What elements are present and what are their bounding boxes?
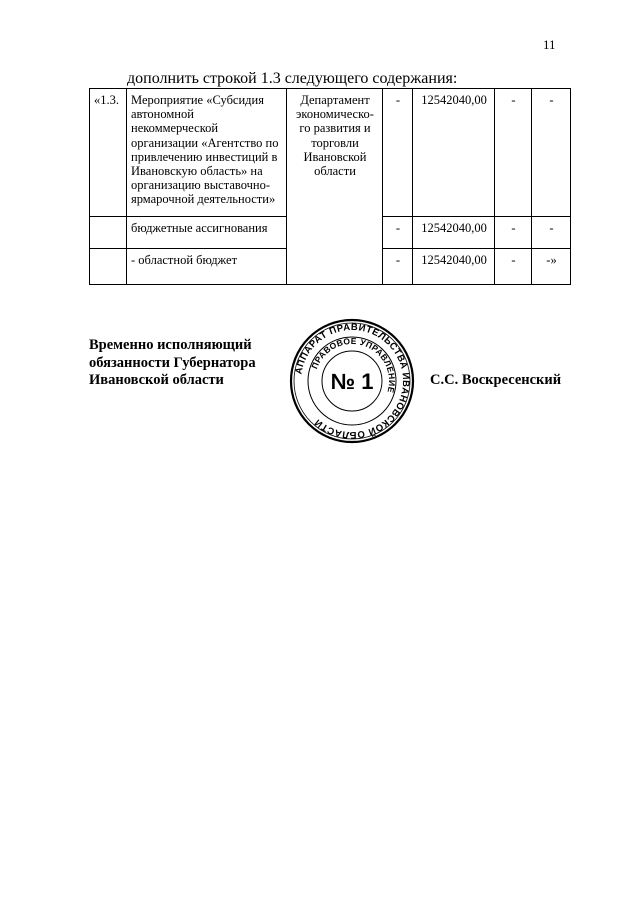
signatory-name: С.С. Воскресенский (430, 372, 562, 388)
value-cell: - (495, 217, 532, 249)
budget-table (89, 88, 571, 285)
row-number: «1.3. (90, 89, 127, 217)
value-cell: - (532, 217, 571, 249)
signatory-title (89, 337, 256, 390)
measure-name: - областной бюджет (127, 249, 287, 285)
measure-name: бюджетные ассигнования (127, 217, 287, 249)
signatory-title-line: обязанности Губернатора (89, 354, 256, 371)
table-row (90, 89, 571, 217)
row-number (90, 217, 127, 249)
value-cell: 12542040,00 (413, 249, 495, 285)
value-cell: - (383, 249, 413, 285)
value-cell: -» (532, 249, 571, 285)
value-cell: - (383, 89, 413, 217)
signatory-title-line: Ивановской области (89, 372, 224, 388)
executor-cell: Департамент экономическо-го развития и торговли Ивановской области (287, 89, 383, 285)
seal-outer-text: АППАРАТ ПРАВИТЕЛЬСТВА ИВАНОВСКОЙ ОБЛАСТИ (293, 321, 412, 441)
seal-inner-text: ПРАВОВОЕ УПРАВЛЕНИЕ (309, 335, 398, 395)
intro-text: дополнить строкой 1.3 следующего содержания: (127, 70, 458, 87)
value-cell: - (495, 249, 532, 285)
page-number: 11 (543, 37, 556, 52)
measure-name: Мероприятие «Субсидия автономной некоммерческой организации «Агентство по привлечению инвестиций в Ивановскую область» на организацию выставочно-ярмарочной деятельности» (127, 89, 287, 217)
value-cell: 12542040,00 (413, 89, 495, 217)
signatory-title-line: Временно исполняющий (89, 337, 252, 353)
official-seal-stamp (289, 318, 415, 444)
value-cell: - (495, 89, 532, 217)
value-cell: - (532, 89, 571, 217)
value-cell: 12542040,00 (413, 217, 495, 249)
value-cell: - (383, 217, 413, 249)
seal-number: № 1 (330, 369, 374, 394)
row-number (90, 249, 127, 285)
